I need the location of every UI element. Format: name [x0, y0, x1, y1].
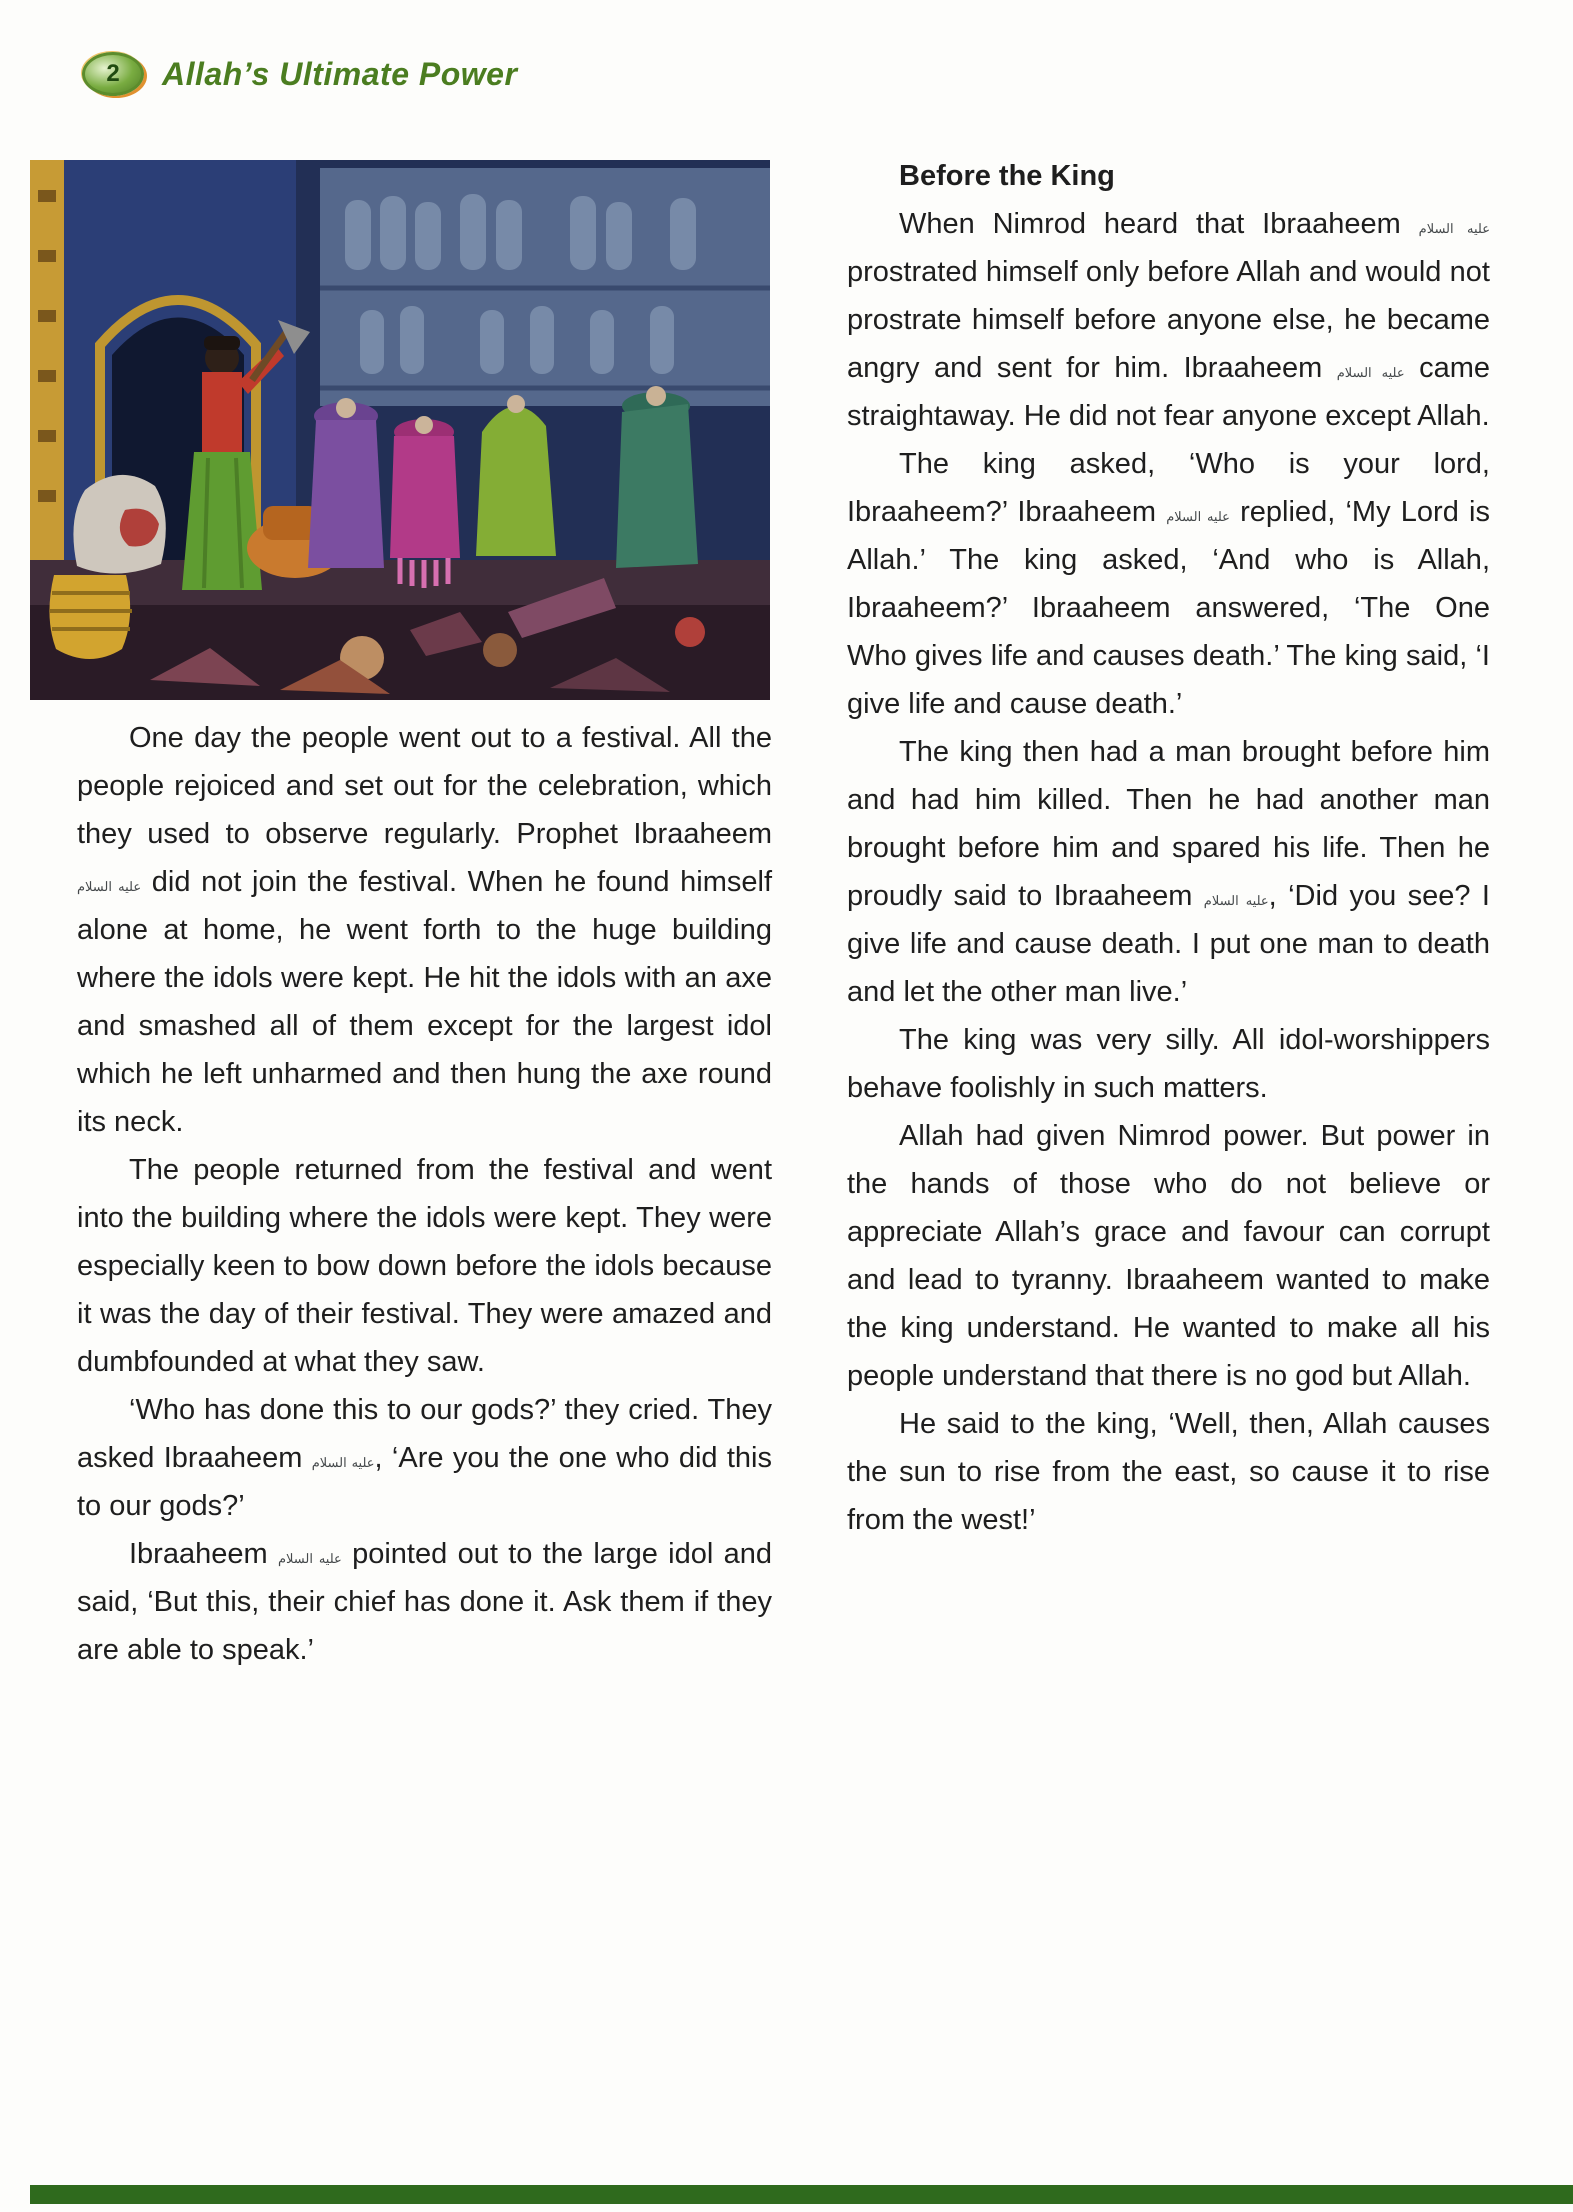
paragraph: The king then had a man brought before him and had him killed. Then he had another man brought before him and spared his life. Then he proudly said to Ibraaheem عليه السلام, ‘Did you see? I give life and cause death. I put one man to death and let the other man live.’: [847, 736, 1490, 1008]
left-column: [77, 152, 772, 1674]
page-number-badge: [82, 52, 144, 96]
honorific-alayhis-salam: عليه السلام: [1336, 365, 1405, 380]
honorific-alayhis-salam: عليه السلام: [1203, 893, 1269, 908]
page-number: 2: [106, 60, 120, 87]
paragraph: Allah had given Nimrod power. But power in the hands of those who do not believe or appreciate Allah’s grace and favour can corrupt and lead to tyranny. Ibraaheem wanted to make the king understand. He wanted to make all his people understand that there is no god but Allah.: [847, 1120, 1490, 1392]
footer-bar: [30, 2185, 1573, 2204]
right-column: [847, 152, 1490, 1674]
paragraph: One day the people went out to a festival. All the people rejoiced and set out for the celebration, which they used to observe regularly. Prophet Ibraaheem عليه السلام did not join the festival. When he found himself alone at home, he went forth to the huge building where the idols were kept. He hit the idols with an axe and smashed all of them except for the largest idol which he left unharmed and then hung the axe round its neck.: [77, 722, 772, 1138]
page-body: [77, 152, 1490, 1674]
honorific-alayhis-salam: عليه السلام: [1166, 509, 1230, 524]
right-column-paragraphs: [847, 200, 1490, 1544]
paragraph: The people returned from the festival and went into the building where the idols were kept. They were especially keen to bow down before the idols because it was the day of their festival. They were amazed and dumbfounded at what they saw.: [77, 1154, 772, 1378]
honorific-alayhis-salam: عليه السلام: [77, 879, 142, 894]
paragraph: The king was very silly. All idol-worshippers behave foolishly in such matters.: [847, 1024, 1490, 1104]
page-title: Allah’s Ultimate Power: [162, 55, 518, 92]
section-heading: Before the King: [899, 160, 1115, 192]
paragraph: The king asked, ‘Who is your lord, Ibraaheem?’ Ibraaheem عليه السلام replied, ‘My Lord is Allah.’ The king asked, ‘And who is Allah, Ibraaheem?’ Ibraaheem answered, ‘The One Who gives life and causes death.’ The king said, ‘I give life and cause death.’: [847, 448, 1490, 720]
paragraph: He said to the king, ‘Well, then, Allah causes the sun to rise from the east, so cause it to rise from the west!’: [847, 1408, 1490, 1536]
page-header: [82, 52, 517, 96]
paragraph: When Nimrod heard that Ibraaheem عليه السلام prostrated himself only before Allah and would not prostrate himself before anyone else, he became angry and sent for him. Ibraaheem عليه السلام came straightaway. He did not fear anyone except Allah.: [847, 208, 1490, 432]
paragraph: Ibraaheem عليه السلام pointed out to the large idol and said, ‘But this, their chief has done it. Ask them if they are able to speak.’: [77, 1538, 772, 1666]
left-column-paragraphs: [77, 714, 772, 1674]
honorific-alayhis-salam: عليه السلام: [311, 1455, 375, 1470]
smashed-idols-illustration: [30, 160, 770, 700]
honorific-alayhis-salam: عليه السلام: [1418, 221, 1490, 236]
smashed-idols-image: [30, 160, 770, 700]
honorific-alayhis-salam: عليه السلام: [277, 1551, 342, 1566]
paragraph: ‘Who has done this to our gods?’ they cried. They asked Ibraaheem عليه السلام, ‘Are you the one who did this to our gods?’: [77, 1394, 772, 1522]
